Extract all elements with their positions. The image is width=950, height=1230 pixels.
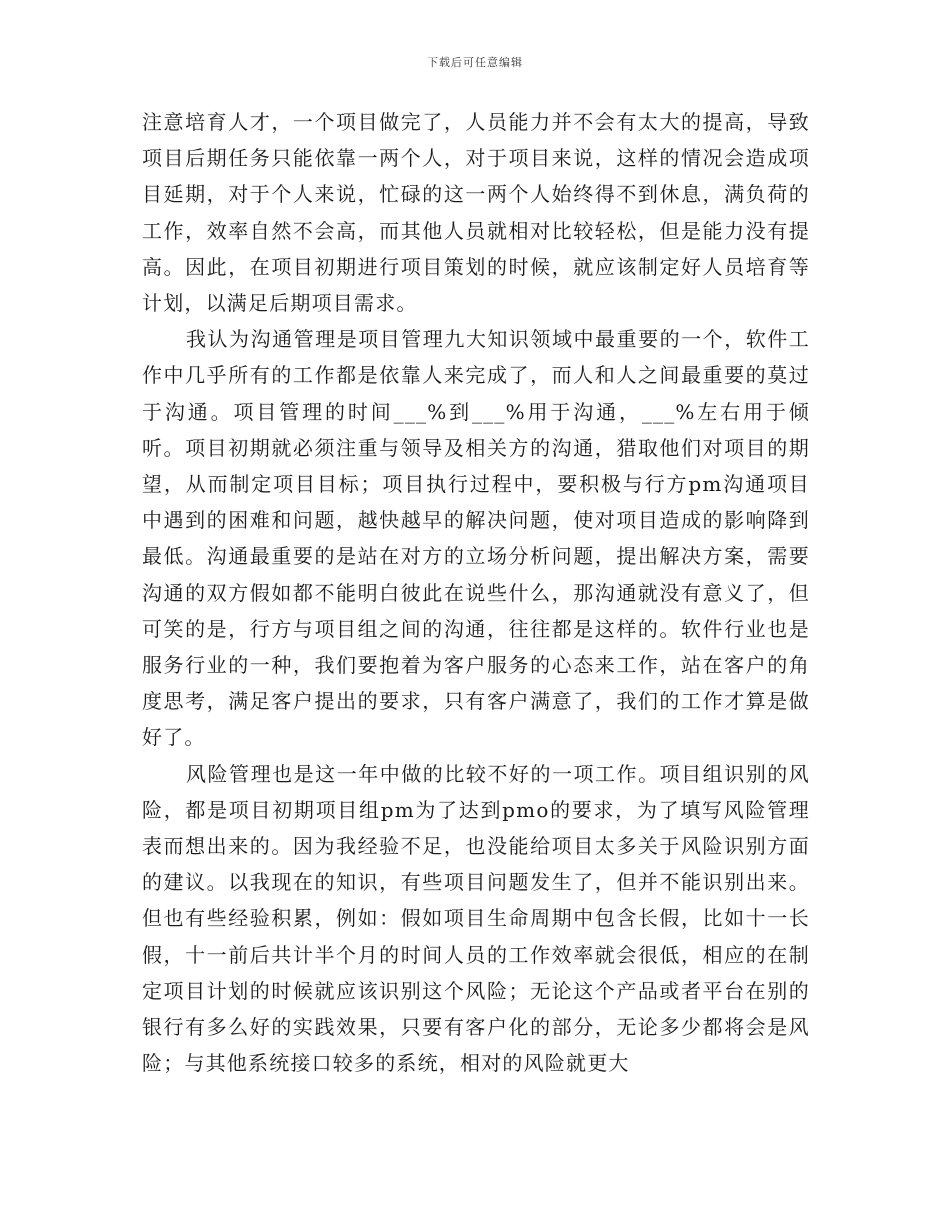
document-body (142, 104, 810, 1081)
paragraph-communication-management: 我认为沟通管理是项目管理九大知识领域中最重要的一个，软件工作中几乎所有的工作都是依靠人来完成了，而人和人之间最重要的莫过于沟通。项目管理的时间___%到___%用于沟通，___%左右用于倾听。项目初期就必须注重与领导及相关方的沟通，猎取他们对项目的期望，从而制定项目目标；项目执行过程中，要积极与行方pm沟通项目中遇到的困难和问题，越快越早的解决问题，使对项目造成的影响降到最低。沟通最重要的是站在对方的立场分析问题，提出解决方案，需要沟通的双方假如都不能明白彼此在说些什么，那沟通就没有意义了，但可笑的是，行方与项目组之间的沟通，往往都是这样的。软件行业也是服务行业的一种，我们要抱着为客户服务的心态来工作，站在客户的角度思考，满足客户提出的要求，只有客户满意了，我们的工作才算是做好了。 (142, 327, 810, 750)
page-header: 下载后可任意编辑 (427, 56, 523, 69)
paragraph-talent-training: 注意培育人才，一个项目做完了，人员能力并不会有太大的提高，导致项目后期任务只能依靠一两个人，对于项目来说，这样的情况会造成项目延期，对于个人来说，忙碌的这一两个人始终得不到休息，满负荷的工作，效率自然不会高，而其他人员就相对比较轻松，但是能力没有提高。因此，在项目初期进行项目策划的时候，就应该制定好人员培育等计划，以满足后期项目需求。 (142, 110, 810, 316)
paragraph-risk-management: 风险管理也是这一年中做的比较不好的一项工作。项目组识别的风险，都是项目初期项目组pm为了达到pmo的要求，为了填写风险管理表而想出来的。因为我经验不足，也没能给项目太多关于风险识别方面的建议。以我现在的知识，有些项目问题发生了，但并不能识别出来。但也有些经验积累，例如：假如项目生命周期中包含长假，比如十一长假，十一前后共计半个月的时间人员的工作效率就会很低，相应的在制定项目计划的时候就应该识别这个风险；无论这个产品或者平台在别的银行有多么好的实践效果，只要有客户化的部分，无论多少都将会是风险；与其他系统接口较多的系统，相对的风险就更大 (142, 761, 810, 1076)
